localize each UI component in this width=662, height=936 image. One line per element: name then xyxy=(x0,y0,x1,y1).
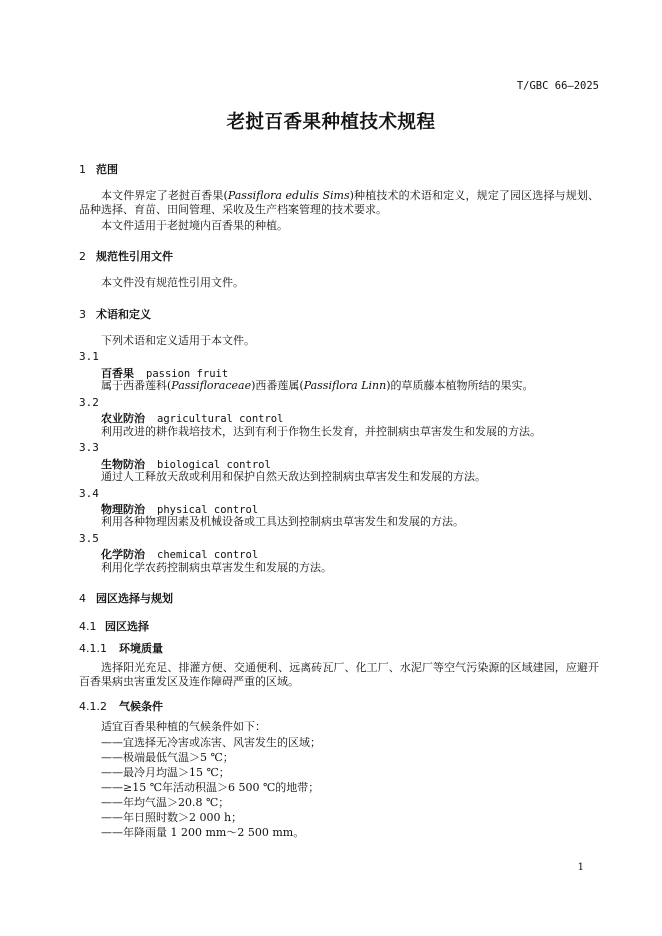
term-number: 3.1 xyxy=(79,350,99,363)
term-definition: 利用化学农药控制病虫草害发生和发展的方法。 xyxy=(101,561,332,574)
latin-name: Passiflora edulis Sims xyxy=(227,189,350,202)
section-number: 3 xyxy=(79,308,86,321)
page-number: 1 xyxy=(577,862,584,873)
section-4-heading xyxy=(79,590,173,606)
section-number: 4.1.2 xyxy=(79,700,107,713)
subsection-4-1-1-heading xyxy=(79,640,163,656)
document-title: 老挝百香果种植技术规程 xyxy=(226,112,436,133)
text-run: 本文件界定了老挝百香果( xyxy=(101,189,228,202)
section-3-intro: 下列术语和定义适用于本文件。 xyxy=(101,334,255,347)
list-item: ——最冷月均温＞15 ℃； xyxy=(101,766,230,779)
list-item: ——宜选择无冷害或冻害、风害发生的区域； xyxy=(101,736,321,749)
climate-intro: 适宜百香果种植的气候条件如下： xyxy=(101,720,266,733)
list-item: ——年日照时数＞2 000 h； xyxy=(101,811,243,824)
term-en: passion fruit xyxy=(146,368,229,380)
section-number: 2 xyxy=(79,250,86,263)
subsection-4-1-heading xyxy=(79,618,149,634)
subsection-4-1-1-paragraph: 选择阳光充足、排灌方便、交通便利、远离砖瓦厂、化工厂、水泥厂等空气污染源的区域建园，应避开百香果病虫害重发区及连作障碍严重的区域。 xyxy=(79,661,599,688)
latin-name: Passiflora Linn xyxy=(303,379,387,392)
section-3-heading xyxy=(79,306,151,322)
section-number: 4 xyxy=(79,592,86,605)
list-item: ——≥15 ℃年活动积温＞6 500 ℃的地带； xyxy=(101,781,320,794)
term-definition: 通过人工释放天敌或利用和保护自然天敌达到控制病虫草害发生和发展的方法。 xyxy=(101,470,486,483)
section-title: 园区选择 xyxy=(105,620,149,633)
term-zh: 化学防治 xyxy=(101,548,145,561)
term-zh: 生物防治 xyxy=(101,458,145,471)
section-number: 1 xyxy=(79,163,86,176)
section-2-paragraph: 本文件没有规范性引用文件。 xyxy=(101,276,244,289)
section-number: 4.1 xyxy=(79,620,97,633)
section-title: 范围 xyxy=(96,163,118,176)
standard-number: T/GBC 66—2025 xyxy=(516,80,599,92)
subsection-4-1-2-heading xyxy=(79,698,163,714)
section-1-paragraph-1 xyxy=(79,189,599,217)
section-title: 规范性引用文件 xyxy=(96,250,173,263)
section-title: 气候条件 xyxy=(119,700,163,713)
list-item: ——年降雨量 1 200 mm～2 500 mm。 xyxy=(101,826,305,839)
text-run: )种植技术的术语和定义，规定了园区选择与规划、品种选择、育苗、田间管理、采收及生产档案管理的技术要求。 xyxy=(79,189,599,216)
list-item: ——年均气温＞20.8 ℃； xyxy=(101,796,230,809)
term-definition: 利用改进的耕作栽培技术，达到有利于作物生长发育，并控制病虫草害发生和发展的方法。 xyxy=(101,425,541,438)
term-definition: 利用各种物理因素及机械设备或工具达到控制病虫草害发生和发展的方法。 xyxy=(101,515,464,528)
term-number: 3.3 xyxy=(79,441,99,454)
term-title xyxy=(101,546,258,562)
section-1-heading xyxy=(79,161,118,177)
term-en: agricultural control xyxy=(157,413,284,425)
term-title xyxy=(101,410,283,426)
term-number: 3.5 xyxy=(79,532,99,545)
latin-name: Passifloraceae xyxy=(171,379,252,392)
term-number: 3.2 xyxy=(79,396,99,409)
term-en: physical control xyxy=(157,504,259,516)
text-run: )的草质藤本植物所结的果实。 xyxy=(386,379,534,392)
list-item: ——极端最低气温＞5 ℃； xyxy=(101,751,234,764)
term-zh: 农业防治 xyxy=(101,412,145,425)
term-zh: 物理防治 xyxy=(101,503,145,516)
section-number: 4.1.1 xyxy=(79,642,107,655)
section-title: 园区选择与规划 xyxy=(96,592,173,605)
term-en: chemical control xyxy=(157,549,259,561)
text-run: 属于西番莲科( xyxy=(101,379,172,392)
term-en: biological control xyxy=(157,459,271,471)
term-zh: 百香果 xyxy=(101,367,134,380)
text-run: )西番莲属( xyxy=(251,379,304,392)
term-number: 3.4 xyxy=(79,487,99,500)
section-title: 环境质量 xyxy=(119,642,163,655)
term-definition xyxy=(101,379,534,393)
section-2-heading xyxy=(79,248,173,264)
section-title: 术语和定义 xyxy=(96,308,151,321)
section-1-paragraph-2: 本文件适用于老挝境内百香果的种植。 xyxy=(101,219,288,232)
